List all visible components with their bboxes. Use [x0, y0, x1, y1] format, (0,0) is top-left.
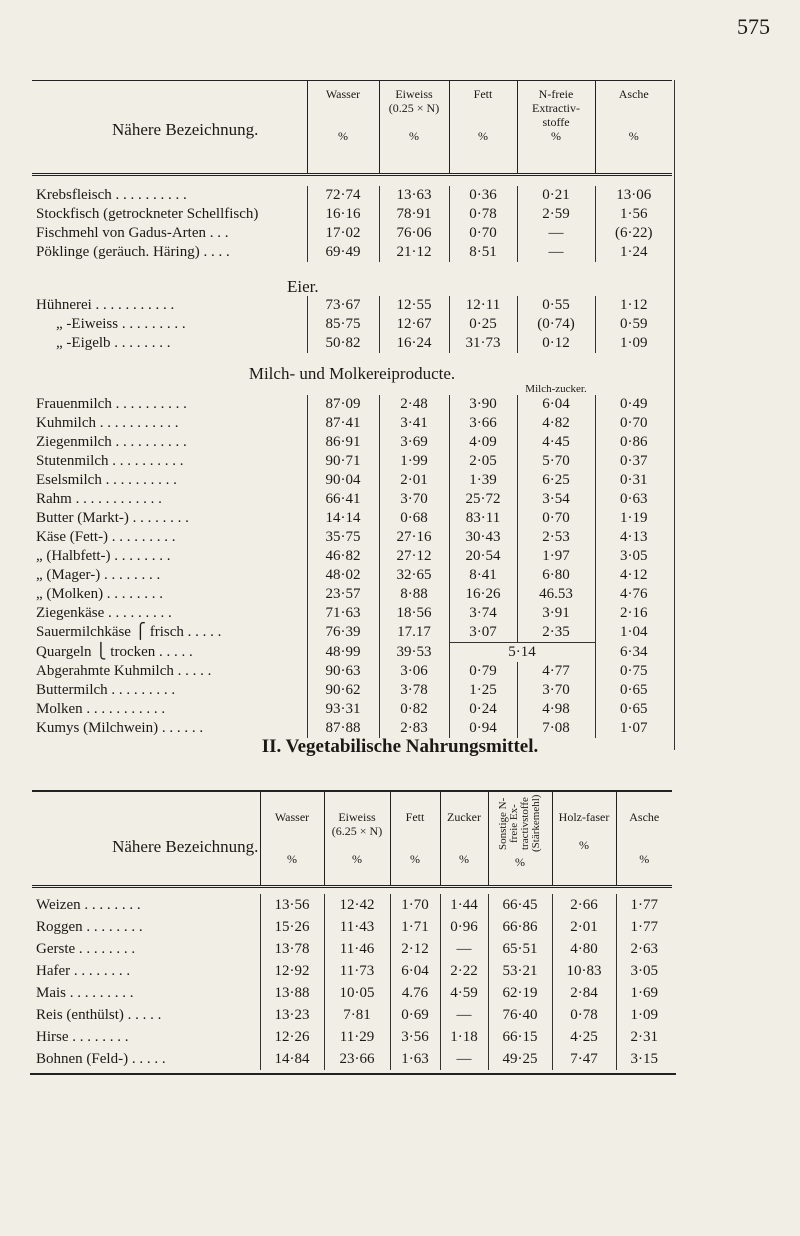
table-row [32, 395, 672, 414]
table-cell-value: 0·63 [595, 490, 672, 509]
table-cell-value: 3·07 [449, 623, 517, 643]
table-cell-value: 1·63 [390, 1048, 440, 1070]
table-cell-label: Eier. [287, 277, 319, 296]
table-row [32, 604, 672, 623]
table-cell-value: 2·22 [440, 960, 488, 982]
table-cell-value: 1·56 [595, 205, 672, 224]
table-cell-value: 23·57 [307, 585, 379, 604]
table-cell-value: 4·76 [595, 585, 672, 604]
table-cell-value: 13·78 [260, 938, 324, 960]
table-cell-value: 11·29 [324, 1026, 390, 1048]
table-cell-value: 0·96 [440, 916, 488, 938]
table-cell-label: Pöklinge (geräuch. Häring) . . . . [36, 244, 230, 260]
table-cell-value: 1·71 [390, 916, 440, 938]
table-row [32, 243, 672, 262]
table-cell-value: 32·65 [379, 566, 449, 585]
table-row [32, 1004, 672, 1026]
table-row [32, 681, 672, 700]
table-cell-value: 12·26 [260, 1026, 324, 1048]
table-cell-value: 18·56 [379, 604, 449, 623]
table-row [32, 471, 672, 490]
table-cell-value: 13·88 [260, 982, 324, 1004]
table-cell-value: 12·55 [379, 296, 449, 315]
table-cell-value: 2·48 [379, 395, 449, 414]
table-cell-label: Mais . . . . . . . . . [36, 984, 134, 1001]
table-row [32, 433, 672, 452]
page-number: 575 [737, 14, 770, 39]
table-cell-label: Zucker [447, 810, 481, 824]
table-cell-value: 0·82 [379, 700, 449, 719]
table-cell-value: 0·59 [595, 315, 672, 334]
table-cell-value: 10·83 [552, 960, 616, 982]
table1-header [32, 81, 672, 175]
table-cell-value: 16·16 [307, 205, 379, 224]
table-cell-value: 0·36 [449, 186, 517, 205]
merged-fett-zucker: 5·14 [449, 643, 595, 663]
table-cell-value: 69·49 [307, 243, 379, 262]
table-row [32, 960, 672, 982]
section2-title: II. Vegetabilische Nahrungsmittel. [261, 736, 539, 757]
table-cell-label: Quargeln ⎩ trocken . . . . . [36, 643, 193, 660]
table-cell-value: 66·45 [488, 894, 552, 916]
table-cell-label: % [459, 852, 469, 866]
table-cell-label: % [579, 838, 589, 852]
table-cell-value: 0·49 [595, 395, 672, 414]
table-cell-value: 3·91 [517, 604, 595, 623]
table-cell-label: Fischmehl von Gadus-Arten . . . [36, 225, 229, 241]
table-cell-value: 0·70 [449, 224, 517, 243]
table-row [32, 452, 672, 471]
table-cell-value: 3·05 [595, 547, 672, 566]
table-cell-value: 0·86 [595, 433, 672, 452]
table-cell-value: 3·05 [616, 960, 672, 982]
table-row [32, 938, 672, 960]
header-wasser [307, 81, 379, 175]
table-cell-value: 3·70 [379, 490, 449, 509]
header-zucker [440, 791, 488, 886]
table-cell-value: 12·42 [324, 894, 390, 916]
table-cell-value: 2·84 [552, 982, 616, 1004]
table-cell-value: — [440, 1048, 488, 1070]
table-cell-value: — [517, 243, 595, 262]
table-cell-value: 3·41 [379, 414, 449, 433]
table-cell-value: 14·14 [307, 509, 379, 528]
table-cell-value: 7·08 [517, 719, 595, 738]
header-wasser [260, 791, 324, 886]
table-cell-value: 1·12 [595, 296, 672, 315]
table-cell-label: Wasser [274, 810, 310, 824]
table-cell-value: 3·56 [390, 1026, 440, 1048]
table-cell-value: 2·16 [595, 604, 672, 623]
table-row [32, 490, 672, 509]
table-cell-value: 87·41 [307, 414, 379, 433]
table-cell-value: 1·04 [595, 623, 672, 643]
table-cell-label: Butter (Markt-) . . . . . . . . [36, 510, 189, 526]
table-cell-value: 0·79 [449, 662, 517, 681]
table-cell-value: 2·53 [517, 528, 595, 547]
section-milch [32, 353, 672, 383]
table-cell-value: 4·77 [517, 662, 595, 681]
table-cell-value: 1·07 [595, 719, 672, 738]
table-cell-value: 10·05 [324, 982, 390, 1004]
table-cell-value: 2·66 [552, 894, 616, 916]
table-cell-value: 8·41 [449, 566, 517, 585]
table-cell-value: 0·21 [517, 186, 595, 205]
table-cell-value: 1·09 [595, 334, 672, 353]
table-cell-value: 0·68 [379, 509, 449, 528]
table-cell-value: 13·63 [379, 186, 449, 205]
header-asche [616, 791, 672, 886]
table-cell-value: 15·26 [260, 916, 324, 938]
table-cell-value: 90·63 [307, 662, 379, 681]
table-cell-value: 71·63 [307, 604, 379, 623]
table-row [32, 509, 672, 528]
table-cell-value: 0·31 [595, 471, 672, 490]
table-row [32, 700, 672, 719]
table-cell-value: 20·54 [449, 547, 517, 566]
animal-foods-table [32, 80, 672, 738]
table-cell-value: 46·82 [307, 547, 379, 566]
header-sonstige [488, 791, 552, 886]
table-cell-label: Kuhmilch . . . . . . . . . . . [36, 415, 179, 431]
table-cell-value: 4·25 [552, 1026, 616, 1048]
table-cell-value: 0·94 [449, 719, 517, 738]
table-cell-label: N-freie Extractiv-stoffe [532, 87, 580, 129]
table-cell-value: 0·78 [449, 205, 517, 224]
table-cell-label: Eiweiss [395, 87, 433, 101]
header-fett [449, 81, 517, 175]
header-holzfaser [552, 791, 616, 886]
table-cell-value: 39·53 [379, 643, 449, 663]
table-cell-value: 1·44 [440, 894, 488, 916]
table-cell-label: Abgerahmte Kuhmilch . . . . . [36, 663, 212, 679]
table-cell-value: 12·11 [449, 296, 517, 315]
table-cell-value: — [440, 938, 488, 960]
table-cell-value: 78·91 [379, 205, 449, 224]
table-cell-value: — [440, 1004, 488, 1026]
table-cell-label: % [410, 852, 420, 866]
table-cell-value: 3·69 [379, 433, 449, 452]
table-cell-value: 3·66 [449, 414, 517, 433]
table-cell-label: Hühnerei . . . . . . . . . . . [36, 297, 175, 313]
table-cell-label: „ (Molken) . . . . . . . . [36, 586, 164, 602]
table-cell-value: 90·62 [307, 681, 379, 700]
table-cell-value: 2·01 [552, 916, 616, 938]
table-cell-value: 6·04 [517, 395, 595, 414]
table-cell-value: 76·06 [379, 224, 449, 243]
table-cell-value: 90·71 [307, 452, 379, 471]
table-cell-value: 6·25 [517, 471, 595, 490]
table-cell-value: 27·12 [379, 547, 449, 566]
table-cell-value: 11·73 [324, 960, 390, 982]
table-cell-label: Buttermilch . . . . . . . . . [36, 682, 176, 698]
header-name: Nähere Bezeichnung. [112, 120, 259, 139]
table-cell-label: Roggen . . . . . . . . [36, 918, 143, 935]
table-cell-value: 73·67 [307, 296, 379, 315]
header-nfrei [517, 81, 595, 175]
table-cell-value: 1·70 [390, 894, 440, 916]
table-cell-value: 2·63 [616, 938, 672, 960]
table-cell-value: 4·82 [517, 414, 595, 433]
table-row [32, 982, 672, 1004]
table-cell-label: % [551, 129, 561, 143]
table-cell-value: 25·72 [449, 490, 517, 509]
table-cell-label: Sauermilchkäse ⎧ frisch . . . . . [36, 624, 222, 641]
table-cell-value: 31·73 [449, 334, 517, 353]
table-cell-label: Reis (enthülst) . . . . . [36, 1006, 162, 1023]
table-cell-value: 1·77 [616, 894, 672, 916]
table-cell-value: 16·24 [379, 334, 449, 353]
header-asche [595, 81, 672, 175]
table-cell-value: 2·35 [517, 623, 595, 643]
table-row [32, 296, 672, 315]
table-cell-value: 23·66 [324, 1048, 390, 1070]
table-cell-value: 87·88 [307, 719, 379, 738]
header-eiweiss [379, 81, 449, 175]
table-cell-value: 3·90 [449, 395, 517, 414]
table-cell-value: 0·37 [595, 452, 672, 471]
table-cell-value: 90·04 [307, 471, 379, 490]
table-cell-value: 8·88 [379, 585, 449, 604]
table-cell-value: 21·12 [379, 243, 449, 262]
table-cell-value: 4·13 [595, 528, 672, 547]
table-cell-value: 0·70 [517, 509, 595, 528]
table-cell-label: (6.25 × N) [331, 824, 383, 838]
table-cell-value: 93·31 [307, 700, 379, 719]
table-cell-label: % [478, 129, 488, 143]
table-cell-value: 35·75 [307, 528, 379, 547]
table-cell-value: 27·16 [379, 528, 449, 547]
table-cell-label: Eiweiss [338, 810, 376, 824]
table-row [32, 186, 672, 205]
table-cell-value: 76·39 [307, 623, 379, 643]
table-cell-value: 0·24 [449, 700, 517, 719]
table-cell-value: 4·80 [552, 938, 616, 960]
table-cell-label: Weizen . . . . . . . . [36, 896, 141, 913]
table-cell-value: 48·02 [307, 566, 379, 585]
table-cell-value: 7·81 [324, 1004, 390, 1026]
table-cell-value: 0·70 [595, 414, 672, 433]
table-cell-value: 6·34 [595, 643, 672, 663]
table-row [32, 643, 672, 663]
table-cell-label: „ -Eiweiss . . . . . . . . . [56, 316, 186, 332]
table-cell-value: 11·46 [324, 938, 390, 960]
table-cell-value: 6·80 [517, 566, 595, 585]
table-cell-value: 87·09 [307, 395, 379, 414]
table-cell-value: 0·78 [552, 1004, 616, 1026]
table-cell-value: 4·09 [449, 433, 517, 452]
table-cell-value: 1·19 [595, 509, 672, 528]
table-cell-label: Bohnen (Feld-) . . . . . [36, 1050, 166, 1067]
table-cell-value: 1·09 [616, 1004, 672, 1026]
table-cell-label: % [628, 129, 639, 143]
table-cell-value: 2·01 [379, 471, 449, 490]
table-cell-value: 2·12 [390, 938, 440, 960]
table-cell-value: 1·18 [440, 1026, 488, 1048]
table-cell-value: 4·59 [440, 982, 488, 1004]
table-cell-label: (0.25 × N) [388, 101, 440, 115]
table-cell-value: 72·74 [307, 186, 379, 205]
table-cell-value: 83·11 [449, 509, 517, 528]
table-cell-value: 66·15 [488, 1026, 552, 1048]
table-cell-label: Milch- und Molkereiproducte. [248, 364, 456, 383]
table-cell-label: Asche [618, 87, 649, 101]
table-cell-value: 0·65 [595, 681, 672, 700]
table-cell-value: 3·70 [517, 681, 595, 700]
table-cell-value: 11·43 [324, 916, 390, 938]
table-cell-value: 50·82 [307, 334, 379, 353]
table-cell-value: 66·41 [307, 490, 379, 509]
table-cell-value: 49·25 [488, 1048, 552, 1070]
table-cell-value: 1·77 [616, 916, 672, 938]
table-cell-value: 46.53 [517, 585, 595, 604]
table-cell-label: Stutenmilch . . . . . . . . . . [36, 453, 184, 469]
table-cell-value: 4·98 [517, 700, 595, 719]
table-cell-label: Asche [629, 810, 660, 824]
table-row [32, 1026, 672, 1048]
table-cell-label: Sonstige N-freie Ex-tractivstoffe (Stärkemehl) [497, 794, 542, 852]
table-cell-label: Frauenmilch . . . . . . . . . . [36, 396, 187, 412]
table-cell-value: 16·26 [449, 585, 517, 604]
table-cell-label: Ziegenkäse . . . . . . . . . [36, 605, 172, 621]
table-row [32, 916, 672, 938]
table-row [32, 205, 672, 224]
table-cell-value: 0·12 [517, 334, 595, 353]
table-row [32, 566, 672, 585]
table-cell-label: % [338, 129, 348, 143]
table-cell-value: 3·06 [379, 662, 449, 681]
table-cell-value: 2·31 [616, 1026, 672, 1048]
table-cell-label: Ziegenmilch . . . . . . . . . . [36, 434, 187, 450]
table-cell-label: Holz-faser [558, 810, 610, 824]
table-cell-value: 1·24 [595, 243, 672, 262]
table-row [32, 547, 672, 566]
table-cell-value: 4.76 [390, 982, 440, 1004]
table-cell-value: 0·69 [390, 1004, 440, 1026]
table-row [32, 334, 672, 353]
table-cell-value: 65·51 [488, 938, 552, 960]
table-cell-label: Rahm . . . . . . . . . . . . [36, 491, 162, 507]
table-cell-value: 66·86 [488, 916, 552, 938]
table-cell-label: Gerste . . . . . . . . [36, 940, 136, 957]
table-cell-value: 14·84 [260, 1048, 324, 1070]
table-cell-value: 30·43 [449, 528, 517, 547]
table-cell-value: 3·78 [379, 681, 449, 700]
table-cell-label: „ (Halbfett-) . . . . . . . . [36, 548, 171, 564]
table-cell-value: 5·70 [517, 452, 595, 471]
table-cell-value: 76·40 [488, 1004, 552, 1026]
table-cell-value: 1·39 [449, 471, 517, 490]
table-cell-label: Käse (Fett-) . . . . . . . . . [36, 529, 176, 545]
table-cell-label: % [352, 852, 362, 866]
table-cell-value: 1·99 [379, 452, 449, 471]
table-cell-label: „ (Mager-) . . . . . . . . [36, 567, 161, 583]
table-cell-label: Molken . . . . . . . . . . . [36, 701, 166, 717]
table-cell-value: (0·74) [517, 315, 595, 334]
table-cell-value: 3·54 [517, 490, 595, 509]
table-cell-label: Eselsmilch . . . . . . . . . . [36, 472, 177, 488]
table-cell-value: 17.17 [379, 623, 449, 643]
table-cell-label: % [515, 855, 525, 869]
table-cell-value: 1·25 [449, 681, 517, 700]
table-row [32, 224, 672, 243]
table-cell-value: 3·74 [449, 604, 517, 623]
table-cell-label: % [639, 852, 650, 866]
table-cell-value: 0·65 [595, 700, 672, 719]
table-cell-label: Kumys (Milchwein) . . . . . . [36, 720, 204, 736]
table-cell-value: 17·02 [307, 224, 379, 243]
header-eiweiss [324, 791, 390, 886]
table-cell-label: Hirse . . . . . . . . [36, 1028, 129, 1045]
table-cell-value: 12·67 [379, 315, 449, 334]
table-cell-value: — [517, 224, 595, 243]
section-eier [32, 262, 672, 296]
table-row [32, 662, 672, 681]
table-cell-value: 4·12 [595, 566, 672, 585]
table-cell-value: 6·04 [390, 960, 440, 982]
table-cell-value: 53·21 [488, 960, 552, 982]
table-cell-value: 48·99 [307, 643, 379, 663]
table-cell-value: 12·92 [260, 960, 324, 982]
table-row [32, 894, 672, 916]
table-cell-value: 1·69 [616, 982, 672, 1004]
table-cell-value: 13·06 [595, 186, 672, 205]
table-row [32, 623, 672, 643]
table-cell-label: % [409, 129, 419, 143]
table2-header [32, 791, 672, 886]
table-cell-value: 62·19 [488, 982, 552, 1004]
table-cell-value: 2·05 [449, 452, 517, 471]
milchzucker-label-row [32, 383, 672, 395]
table-cell-value: 4·45 [517, 433, 595, 452]
table-cell-value: 2·59 [517, 205, 595, 224]
table-cell-value: 85·75 [307, 315, 379, 334]
table-cell-value: 0·75 [595, 662, 672, 681]
table-cell-value: 7·47 [552, 1048, 616, 1070]
table-cell-label: „ -Eigelb . . . . . . . . [56, 335, 171, 351]
table-row [32, 1048, 672, 1070]
table-cell-value: 3·15 [616, 1048, 672, 1070]
table-cell-label: Fett [405, 810, 425, 824]
table-cell-label: Krebsfleisch . . . . . . . . . . [36, 187, 187, 203]
table-cell-label: Hafer . . . . . . . . [36, 962, 131, 979]
table-cell-value: 0·25 [449, 315, 517, 334]
table-row [32, 585, 672, 604]
table-cell-value: (6·22) [595, 224, 672, 243]
table-cell-value: 2·83 [379, 719, 449, 738]
table-cell-value: 0·55 [517, 296, 595, 315]
table-cell-label: % [287, 852, 297, 866]
table-cell-value: 13·56 [260, 894, 324, 916]
table-cell-label: Wasser [325, 87, 361, 101]
table-cell-label: Fett [473, 87, 493, 101]
table-cell-label: Stockfisch (getrockneter Schellfisch) [36, 206, 259, 222]
table-cell-value: 86·91 [307, 433, 379, 452]
table2-bottom-rule [30, 1073, 676, 1075]
table-row [32, 528, 672, 547]
header-fett [390, 791, 440, 886]
header-name: Nähere Bezeichnung. [112, 836, 259, 856]
table-row [32, 315, 672, 334]
table-cell-value: 8·51 [449, 243, 517, 262]
vegetable-foods-table [32, 790, 672, 1070]
table-row [32, 414, 672, 433]
table-cell-value: 13·23 [260, 1004, 324, 1026]
milchzucker-label: Milch-zucker. [525, 383, 587, 395]
table-cell-value: 1·97 [517, 547, 595, 566]
